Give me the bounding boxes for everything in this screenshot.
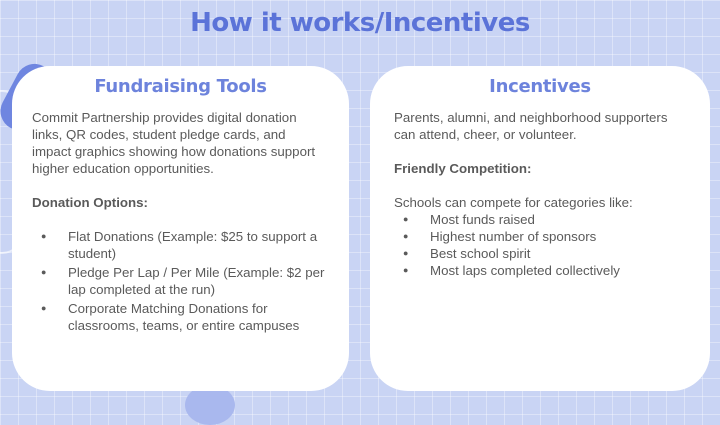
competition-lead: Schools can compete for categories like: [394,195,633,210]
fundraising-tools-card [12,66,349,391]
incentives-card [370,66,710,391]
list-item: ● Flat Donations (Example: $25 to support a student) [32,228,327,262]
donation-options-list [32,228,327,334]
slide-title: How it works/Incentives [190,8,530,38]
fundraising-intro: Commit Partnership provides digital donation links, QR codes, student pledge cards, and impact graphics showing how donations support higher education opportunities. [32,110,316,176]
list-item: ● Highest number of sponsors [394,228,690,245]
list-item: ● Most laps completed collectively [394,262,690,279]
competition-categories-list [394,211,690,279]
list-item: ● Pledge Per Lap / Per Mile (Example: $2 per lap completed at the run) [32,264,327,298]
list-item: ● Corporate Matching Donations for classrooms, teams, or entire campuses [32,300,327,334]
list-item: ● Most funds raised [394,211,690,228]
incentives-intro: Parents, alumni, and neighborhood supporters can attend, cheer, or volunteer. [394,110,668,142]
friendly-competition-heading: Friendly Competition: [394,161,532,176]
fundraising-tools-title: Fundraising Tools [94,76,267,97]
decorative-blob-bottom [185,385,235,425]
donation-options-heading: Donation Options: [32,195,148,210]
list-item: ● Best school spirit [394,245,690,262]
incentives-title: Incentives [489,76,591,97]
